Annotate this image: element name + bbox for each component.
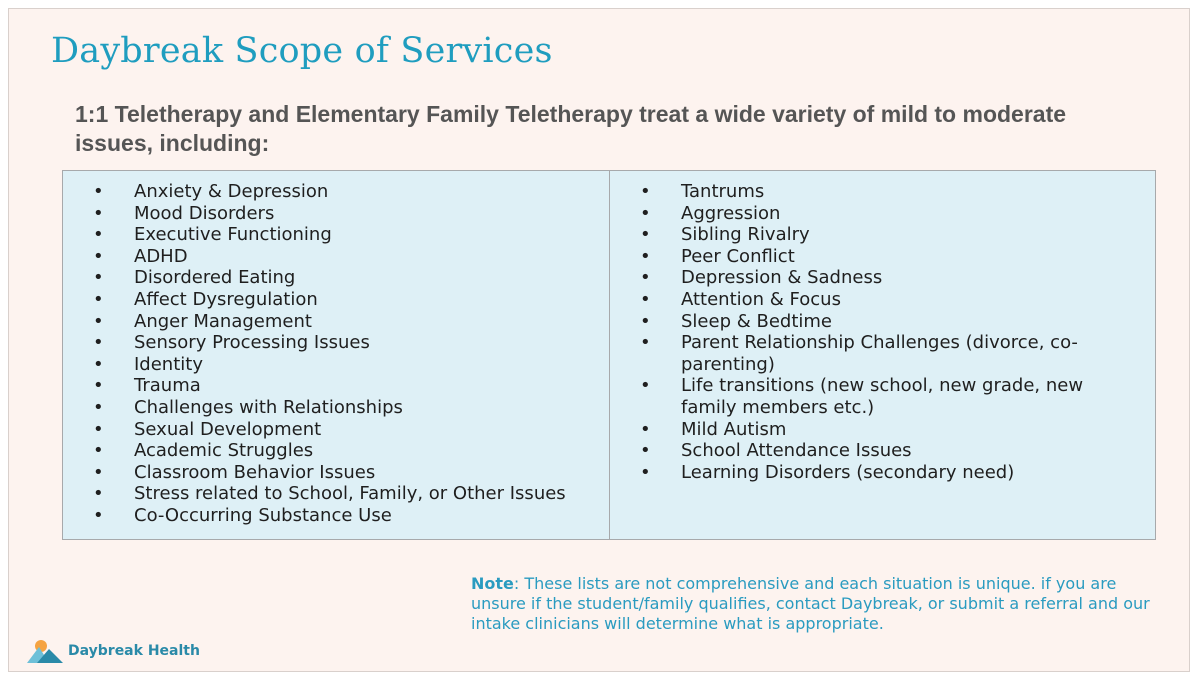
list-item <box>610 440 1155 462</box>
daybreak-logo <box>25 637 200 665</box>
list-item-label: Disordered Eating <box>134 267 296 289</box>
bullet-icon: • <box>640 332 651 354</box>
bullet-icon: • <box>93 461 104 483</box>
bullet-icon: • <box>93 310 104 332</box>
note-text: : These lists are not comprehensive and each situation is unique. if you are unsure if the student/family qualifies, contact Daybreak, or submit a referral and our intake clinicians will determine what is appropriate. <box>471 574 1150 633</box>
bullet-icon: • <box>640 440 651 462</box>
bullet-icon: • <box>640 245 651 267</box>
bullet-icon: • <box>640 375 651 397</box>
left-issues-list <box>63 181 609 527</box>
list-item <box>63 246 609 268</box>
list-item-label: Sibling Rivalry <box>681 224 810 246</box>
list-item-label: Learning Disorders (secondary need) <box>681 461 1015 483</box>
bullet-icon: • <box>640 202 651 224</box>
list-item <box>610 289 1155 311</box>
bullet-icon: • <box>640 288 651 310</box>
right-issues-list <box>610 181 1155 483</box>
list-item <box>63 419 609 441</box>
list-item-label: Peer Conflict <box>681 245 795 267</box>
list-item-label: Attention & Focus <box>681 288 841 310</box>
list-item <box>610 332 1155 375</box>
list-item-label: Stress related to School, Family, or Other Issues <box>134 483 566 505</box>
bullet-icon: • <box>640 418 651 440</box>
note-label: Note <box>471 574 514 593</box>
list-item <box>610 224 1155 246</box>
page-title: Daybreak Scope of Services <box>51 31 553 71</box>
note <box>471 574 1151 634</box>
list-item <box>610 246 1155 268</box>
bullet-icon: • <box>640 181 651 202</box>
bullet-icon: • <box>93 440 104 462</box>
list-item-label: Co-Occurring Substance Use <box>134 504 392 526</box>
bullet-icon: • <box>640 310 651 332</box>
list-item-label: Aggression <box>681 202 781 224</box>
list-item-label: Classroom Behavior Issues <box>134 461 376 483</box>
slide <box>8 8 1190 672</box>
subtitle: 1:1 Teletherapy and Elementary Family Teletherapy treat a wide variety of mild to moderate issues, including: <box>75 101 1067 156</box>
bullet-icon: • <box>93 504 104 526</box>
list-item-label: Trauma <box>134 375 201 397</box>
bullet-icon: • <box>93 396 104 418</box>
list-item-label: Affect Dysregulation <box>134 288 318 310</box>
bullet-icon: • <box>93 288 104 310</box>
bullet-icon: • <box>640 461 651 483</box>
bullet-icon: • <box>93 375 104 397</box>
list-item <box>63 440 609 462</box>
bullet-icon: • <box>93 483 104 505</box>
list-item-label: Sexual Development <box>134 418 322 440</box>
services-table <box>62 170 1156 540</box>
list-item-label: Mild Autism <box>681 418 787 440</box>
list-item <box>63 462 609 484</box>
list-item-label: Tantrums <box>681 181 765 202</box>
list-item <box>63 483 609 505</box>
list-item <box>610 419 1155 441</box>
list-item <box>610 267 1155 289</box>
bullet-icon: • <box>93 181 104 202</box>
list-item-label: Life transitions (new school, new grade, new family members etc.) <box>681 375 1084 418</box>
list-item <box>63 289 609 311</box>
list-item-label: Sleep & Bedtime <box>681 310 832 332</box>
left-column <box>63 171 610 539</box>
list-item-label: Anger Management <box>134 310 312 332</box>
list-item <box>610 375 1155 418</box>
list-item-label: Challenges with Relationships <box>134 396 403 418</box>
list-item <box>63 505 609 527</box>
bullet-icon: • <box>93 224 104 246</box>
list-item-label: Academic Struggles <box>134 440 314 462</box>
bullet-icon: • <box>93 245 104 267</box>
bullet-icon: • <box>93 353 104 375</box>
list-item <box>63 354 609 376</box>
list-item-label: Anxiety & Depression <box>134 181 329 202</box>
bullet-icon: • <box>640 267 651 289</box>
list-item-label: Mood Disorders <box>134 202 275 224</box>
bullet-icon: • <box>93 267 104 289</box>
list-item <box>63 311 609 333</box>
list-item <box>63 203 609 225</box>
logo-text: Daybreak Health <box>68 643 200 659</box>
bullet-icon: • <box>640 224 651 246</box>
list-item-label: Parent Relationship Challenges (divorce, co-parenting) <box>681 332 1078 375</box>
list-item <box>63 181 609 203</box>
mountain-sun-icon <box>25 637 65 665</box>
list-item-label: Identity <box>134 353 203 375</box>
list-item-label: School Attendance Issues <box>681 440 912 462</box>
bullet-icon: • <box>93 418 104 440</box>
list-item-label: ADHD <box>134 245 188 267</box>
list-item-label: Sensory Processing Issues <box>134 332 370 354</box>
bullet-icon: • <box>93 202 104 224</box>
bullet-icon: • <box>93 332 104 354</box>
list-item <box>610 311 1155 333</box>
list-item <box>63 267 609 289</box>
list-item <box>610 203 1155 225</box>
list-item <box>610 181 1155 203</box>
list-item <box>63 332 609 354</box>
list-item <box>610 462 1155 484</box>
right-column <box>610 171 1155 539</box>
list-item-label: Depression & Sadness <box>681 267 883 289</box>
list-item <box>63 375 609 397</box>
list-item <box>63 224 609 246</box>
list-item <box>63 397 609 419</box>
list-item-label: Executive Functioning <box>134 224 332 246</box>
